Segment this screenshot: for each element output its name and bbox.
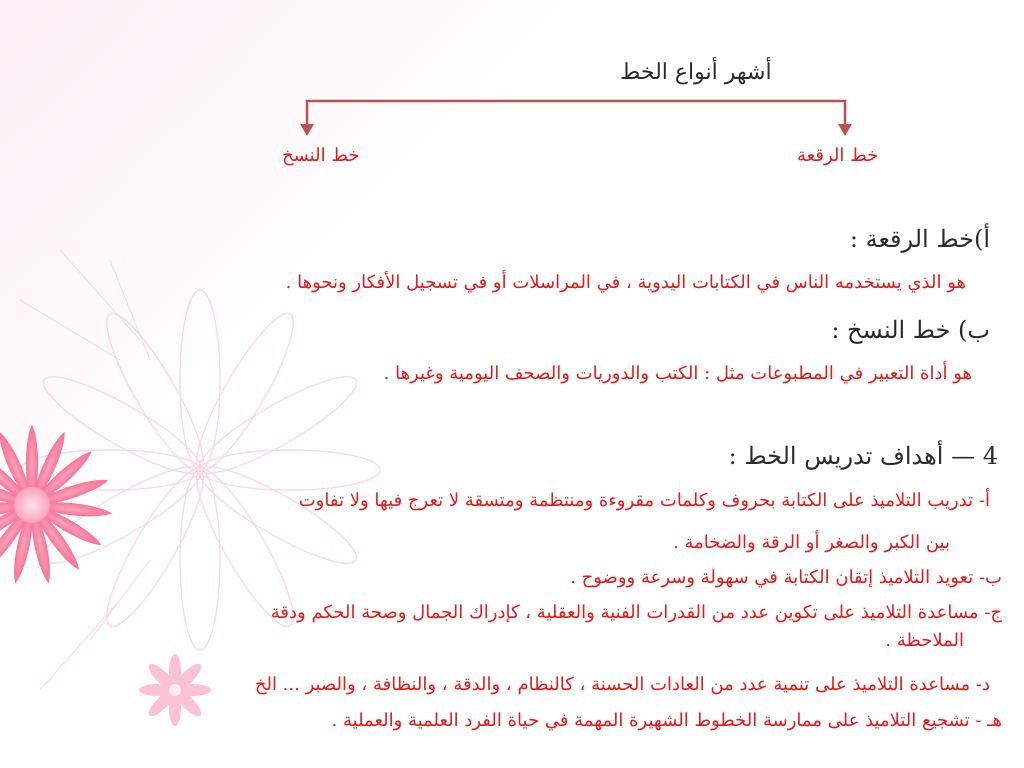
- diagram-node-ruqaa: خط الرقعة: [797, 145, 879, 166]
- goal-item-a: أ- تدريب التلاميذ على الكتابة بحروف وكلمات مقروءة ومنتظمة ومتسقة لا تعرج فيها ولا تفاوت: [298, 490, 990, 511]
- goal-item-c: ج- مساعدة التلاميذ على تكوين عدد من القدرات الفنية والعقلية ، كإدراك الجمال وصحة الحكم ودقة: [270, 602, 1002, 623]
- section-b-heading: ب) خط النسخ :: [831, 316, 990, 344]
- goal-item-d: د- مساعدة التلاميذ على تنمية عدد من العادات الحسنة ، كالنظام ، والدقة ، والنظافة ، والصبر ... الخ: [254, 674, 990, 695]
- goal-item-c-cont: الملاحظة .: [885, 630, 964, 651]
- diagram-connector: [0, 0, 1024, 200]
- diagram-title: أشهر أنواع الخط: [620, 60, 772, 85]
- diagram-node-naskh: خط النسخ: [282, 145, 360, 166]
- goal-item-e: هـ - تشجيع التلاميذ على ممارسة الخطوط الشهيرة المهمة في حياة الفرد العلمية والعملية .: [331, 710, 1002, 731]
- goal-item-b: ب- تعويد التلاميذ إتقان الكتابة في سهولة وسرعة ووضوح .: [570, 567, 1002, 588]
- section-a-heading: أ)خط الرقعة :: [849, 225, 990, 253]
- goal-item-a-cont: بين الكبر والصغر أو الرقة والضخامة .: [673, 532, 950, 553]
- section-a-body: هو الذي يستخدمه الناس في الكتابات اليدوية ، في المراسلات أو في تسجيل الأفكار ونحوها .: [285, 272, 966, 293]
- arrow-down-right-icon: [838, 124, 852, 136]
- arrow-down-left-icon: [300, 124, 314, 136]
- goals-heading: 4 — أهداف تدريس الخط :: [728, 442, 998, 470]
- section-b-body: هو أداة التعبير في المطبوعات مثل : الكتب والدوريات والصحف اليومية وغيرها .: [383, 363, 972, 384]
